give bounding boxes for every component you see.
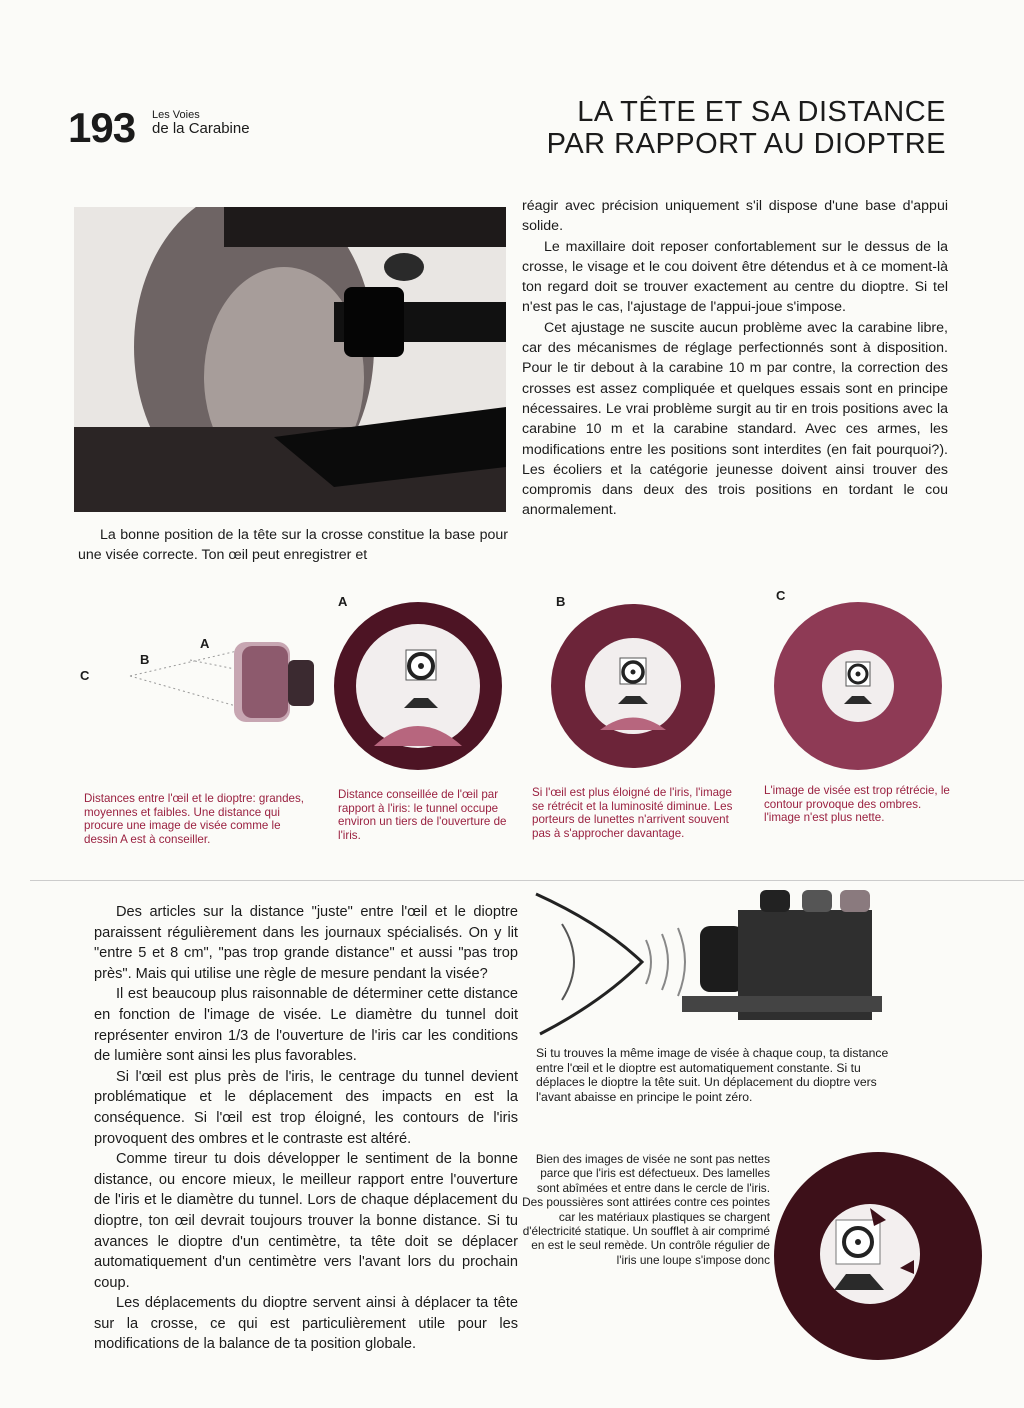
eye-diopter-caption: Si tu trouves la même image de visée à chaque coup, ta distance entre l'œil et le dioptre est automatiquement constante. Si tu déplaces le dioptre la tête suit. Un déplacement du dioptre vers l'avant abaisse en principe le point zéro. (536, 1046, 889, 1104)
figure-caption: L'image de visée est trop rétrécie, le contour provoque des ombres. l'image n'est plus nette. (764, 784, 950, 825)
paragraph: Des articles sur la distance "juste" entre l'œil et le dioptre paraissent régulièrement dans les journaux spécialisés. On y lit "entre 5 et 8 cm", "pas trop grande distance" et aussi "pas trop près". Mais qui utilise une règle de mesure pendant la visée? (94, 904, 518, 982)
label-a: A (200, 636, 210, 651)
paragraph: réagir avec précision uniquement s'il dispose d'une base d'appui solide. (522, 198, 948, 235)
page-number: 193 (68, 104, 136, 151)
paragraph: Le maxillaire doit reposer confortablement sur le dessus de la crosse, le visage et le cou doivent être détendus et à ce moment-là ton regard doit se trouver exactement au centre du dioptre. Si tel n'est pas le cas, l'ajustage de l'appui-joue s'impose. (522, 238, 948, 316)
sight-picture-b (550, 600, 716, 770)
series-line-2: de la Carabine (152, 120, 250, 137)
paragraph: Comme tireur tu dois développer le sentiment de la bonne distance, ou encore mieux, le meilleur rapport entre l'ouverture de l'iris et le diamètre du tunnel. Lors de chaque déplacement du dioptre, ton œil devrait toujours trouver la bonne distance. Si tu avances le dioptre d'un centimètre, ta tête doit se déplacer automatiquement d'un centimètre vers l'avant lors du prochain coup. (94, 1151, 518, 1291)
circle-label-c: C (776, 588, 786, 603)
title-line-2: PAR RAPPORT AU DIOPTRE (546, 128, 946, 160)
fold-divider (30, 880, 1024, 881)
paragraph: Si l'œil est plus près de l'iris, le centrage du tunnel devient problématique et le déplacement des impacts en est la conséquence. Si l'œil est trop éloigné, les contours de l'iris provoquent des ombres et le contraste est altéré. (94, 1068, 518, 1147)
page-title (547, 96, 946, 160)
shooter-photo (74, 207, 506, 512)
figure-caption: Distance conseillée de l'œil par rapport à l'iris: le tunnel occupe environ un tiers de l'ouverture de l'iris. (338, 788, 507, 842)
title-line-1: LA TÊTE ET SA DISTANCE (577, 96, 946, 128)
series-line-1: Les Voies (152, 109, 200, 121)
eye-diopter-illustration (532, 884, 892, 1040)
iris-caption: Bien des images de visée ne sont pas nettes parce que l'iris est défectueux. Des lamelles sont abîmées et entre dans le cercle de l'iris. Des poussières sont attirées contre ces pointes car les matériaux plastiques se chargent d'électricité statique. Un soufflet à air comprimé en est le seul remède. Un contrôle régulier de l'iris une loupe s'impose donc (522, 1152, 770, 1267)
label-b: B (140, 652, 150, 667)
paragraph: Il est beaucoup plus raisonnable de déterminer cette distance en fonction de l'image de visée. Le diamètre du tunnel doit représenter environ 1/3 de l'ouverture de l'iris car les conditions de lumière sont ainsi les plus favorables. (94, 986, 518, 1065)
figure-caption: Si l'œil est plus éloigné de l'iris, l'image se rétrécit et la luminosité diminue. Les porteurs de lunettes n'arrivent souvent pas à s'approcher davantage. (532, 786, 733, 840)
sight-picture-c (770, 600, 946, 770)
series-title (152, 110, 250, 137)
sight-picture-a (334, 596, 504, 772)
defective-iris-picture (774, 1150, 984, 1364)
right-column-text (522, 196, 948, 521)
photo-caption: La bonne position de la tête sur la crosse constitue la base pour une visée correcte. Ton œil peut enregistrer et (78, 527, 508, 564)
label-c: C (80, 668, 90, 683)
figure-caption: Distances entre l'œil et le dioptre: grandes, moyennes et faibles. Une distance qui procure une image de visée comme le dessin A est à conseiller. (84, 792, 305, 846)
distance-diagram (70, 620, 330, 740)
paragraph: Cet ajustage ne suscite aucun problème avec la carabine libre, car des mécanismes de réglage perfectionnés sont à disposition. Pour le tir debout à la carabine 10 m par contre, la correction des crosses est assez compliquée et quelques essais sont en principe nécessaires. Le vrai problème surgit au tir en trois positions avec la carabine 10 m et la carabine standard. Avec ces armes, les modifications entre les positions sont interdites (en fait pourquoi?). Les écoliers et la catégorie jeunesse doivent ainsi trouver des compromis dans deux des trois positions en tordant le cou anormalement. (522, 319, 948, 519)
lower-left-text (94, 902, 518, 1355)
circle-label-b: B (556, 594, 566, 609)
paragraph: Les déplacements du dioptre servent ainsi à déplacer ta tête sur la crosse, ce qui est particulièrement utile pour les modifications de la balance de ta position globale. (94, 1295, 518, 1353)
circle-label-a: A (338, 594, 348, 609)
